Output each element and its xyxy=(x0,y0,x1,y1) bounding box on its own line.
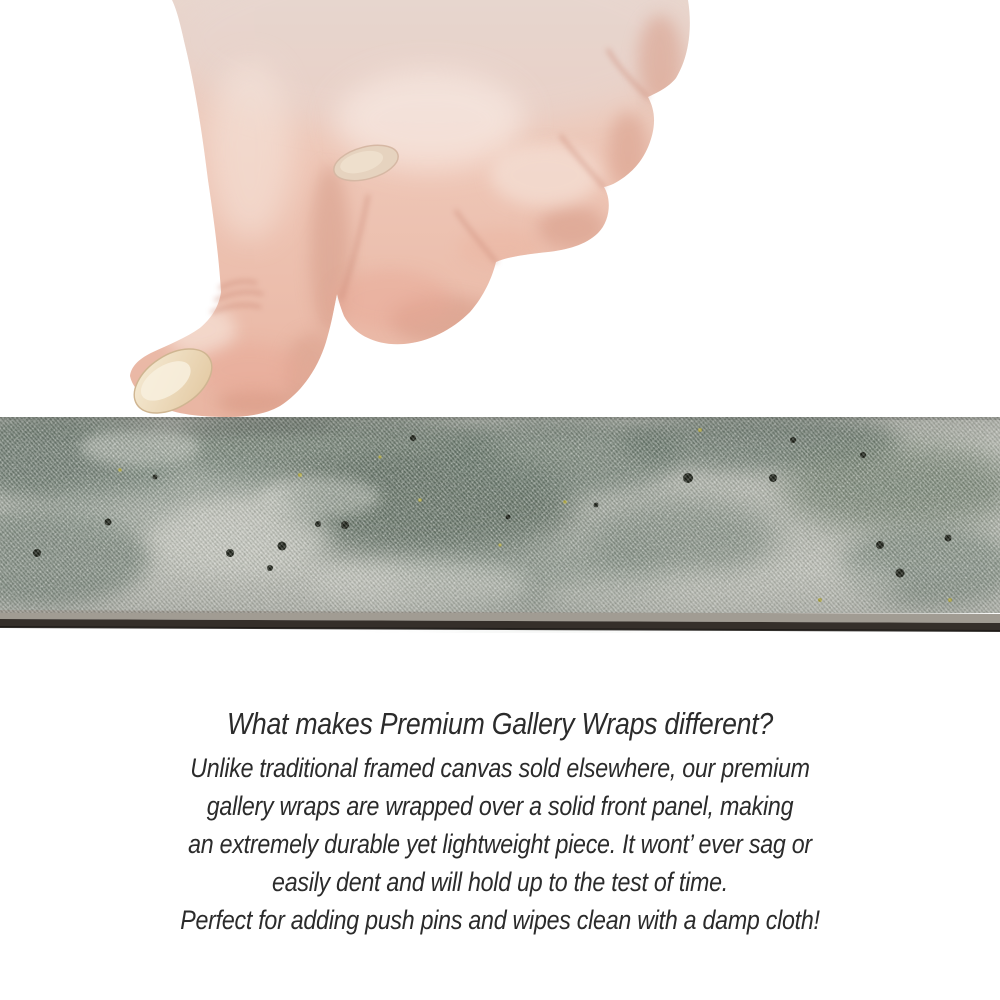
canvas-strip-shading xyxy=(0,417,1000,613)
caption-line: easily dent and will hold up to the test of time. xyxy=(272,867,728,897)
hand-graphic xyxy=(0,0,1000,440)
caption-title: What makes Premium Gallery Wraps different? xyxy=(227,706,773,741)
hand-photo xyxy=(0,0,1000,440)
caption-line: Perfect for adding push pins and wipes clean with a damp cloth! xyxy=(180,905,820,935)
caption-line: Unlike traditional framed canvas sold elsewhere, our premium xyxy=(190,753,810,783)
caption-line: gallery wraps are wrapped over a solid front panel, making xyxy=(206,791,794,821)
caption-block xyxy=(70,706,930,939)
caption-line: an extremely durable yet lightweight piece. It wont’ ever sag or xyxy=(188,829,812,859)
